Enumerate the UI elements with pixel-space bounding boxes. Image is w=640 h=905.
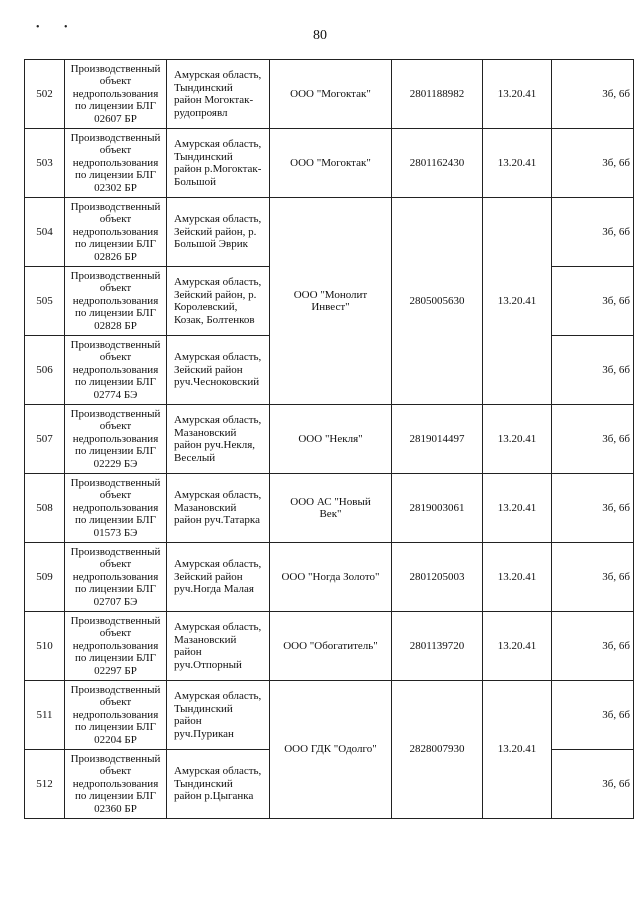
inn-value: 2801162430 [392,129,483,198]
table-row [25,60,634,129]
object-address: Амурская область, Зейский район, р. Большой Эврик [174,213,262,251]
object-name: Производственный объект недропользования по лицензии БЛГ 02297 БР [70,614,161,677]
hazard-class: 3б, 6б [552,129,634,198]
object-name: Производственный объект недропользования по лицензии БЛГ 02828 БР [70,269,161,332]
table-row [25,612,634,681]
hazard-class: 3б, 6б [552,267,634,336]
object-name: Производственный объект недропользования по лицензии БЛГ 02360 БР [70,752,161,815]
hazard-class: 3б, 6б [552,198,634,267]
hazard-class: 3б, 6б [552,612,634,681]
object-address: Амурская область, Мазановский район руч.Татарка [174,489,262,527]
inn-value: 2819003061 [392,474,483,543]
okved-code: 13.20.41 [483,474,552,543]
object-address: Амурская область, Тындинский район р.Могоктак- Большой [174,138,262,188]
okved-code: 13.20.41 [483,612,552,681]
object-name: Производственный объект недропользования по лицензии БЛГ 02204 БР [70,683,161,746]
table-row [25,129,634,198]
row-number: 502 [25,60,65,129]
operator-name: ООО "Могоктак" [290,156,371,169]
object-name: Производственный объект недропользования по лицензии БЛГ 02302 БР [70,131,161,194]
okved-code: 13.20.41 [483,543,552,612]
operator-name: ООО "Некля" [298,432,363,445]
row-number: 506 [25,336,65,405]
hazard-class: 3б, 6б [552,750,634,819]
object-name: Производственный объект недропользования по лицензии БЛГ 02826 БР [70,200,161,263]
table-row [25,474,634,543]
row-number: 512 [25,750,65,819]
object-name: Производственный объект недропользования по лицензии БЛГ 01573 БЭ [70,476,161,539]
inn-value: 2828007930 [392,681,483,819]
table-row [25,681,634,750]
row-number: 505 [25,267,65,336]
row-number: 509 [25,543,65,612]
hazard-class: 3б, 6б [552,543,634,612]
hazard-class: 3б, 6б [552,60,634,129]
inn-value: 2801205003 [392,543,483,612]
hazard-class: 3б, 6б [552,474,634,543]
object-address: Амурская область, Тындинский район Могоктак- рудопроявл [174,69,262,119]
object-address: Амурская область, Мазановский район руч.Некля, Веселый [174,414,262,464]
inn-value: 2805005630 [392,198,483,405]
okved-code: 13.20.41 [483,681,552,819]
row-number: 503 [25,129,65,198]
row-number: 508 [25,474,65,543]
operator-name: ООО "Монолит Инвест" [293,288,368,313]
row-number: 511 [25,681,65,750]
okved-code: 13.20.41 [483,405,552,474]
table-row [25,543,634,612]
object-name: Производственный объект недропользования по лицензии БЛГ 02707 БЭ [70,545,161,608]
scan-mark: • [36,22,40,33]
row-number: 504 [25,198,65,267]
object-address: Амурская область, Мазановский район руч.Отпорный [174,621,262,671]
okved-code: 13.20.41 [483,129,552,198]
inn-value: 2819014497 [392,405,483,474]
registry-table [24,59,634,819]
object-name: Производственный объект недропользования по лицензии БЛГ 02607 БР [70,62,161,125]
hazard-class: 3б, 6б [552,336,634,405]
okved-code: 13.20.41 [483,198,552,405]
page-number: 80 [313,28,327,43]
object-address: Амурская область, Тындинский район руч.Пурикан [174,690,262,740]
operator-name: ООО "Ногда Золото" [281,570,380,583]
operator-name: ООО ГДК "Одолго" [284,743,377,756]
object-address: Амурская область, Зейский район руч.Ногда Малая [174,558,262,596]
inn-value: 2801188982 [392,60,483,129]
operator-name: ООО "Могоктак" [290,87,371,100]
object-name: Производственный объект недропользования по лицензии БЛГ 02774 БЭ [70,338,161,401]
row-number: 510 [25,612,65,681]
inn-value: 2801139720 [392,612,483,681]
hazard-class: 3б, 6б [552,681,634,750]
operator-name: ООО АС "Новый Век" [290,495,371,520]
operator-name: ООО "Обогатитель" [283,639,378,652]
scan-mark: • [64,22,68,33]
object-address: Амурская область, Тындинский район р.Цыганка [174,765,262,803]
table-row [25,198,634,267]
table-row [25,405,634,474]
row-number: 507 [25,405,65,474]
object-address: Амурская область, Зейский район руч.Чесноковский [174,351,262,389]
object-name: Производственный объект недропользования по лицензии БЛГ 02229 БЭ [70,407,161,470]
object-address: Амурская область, Зейский район, р. Королевский, Козак, Болтенков [174,276,262,326]
okved-code: 13.20.41 [483,60,552,129]
hazard-class: 3б, 6б [552,405,634,474]
